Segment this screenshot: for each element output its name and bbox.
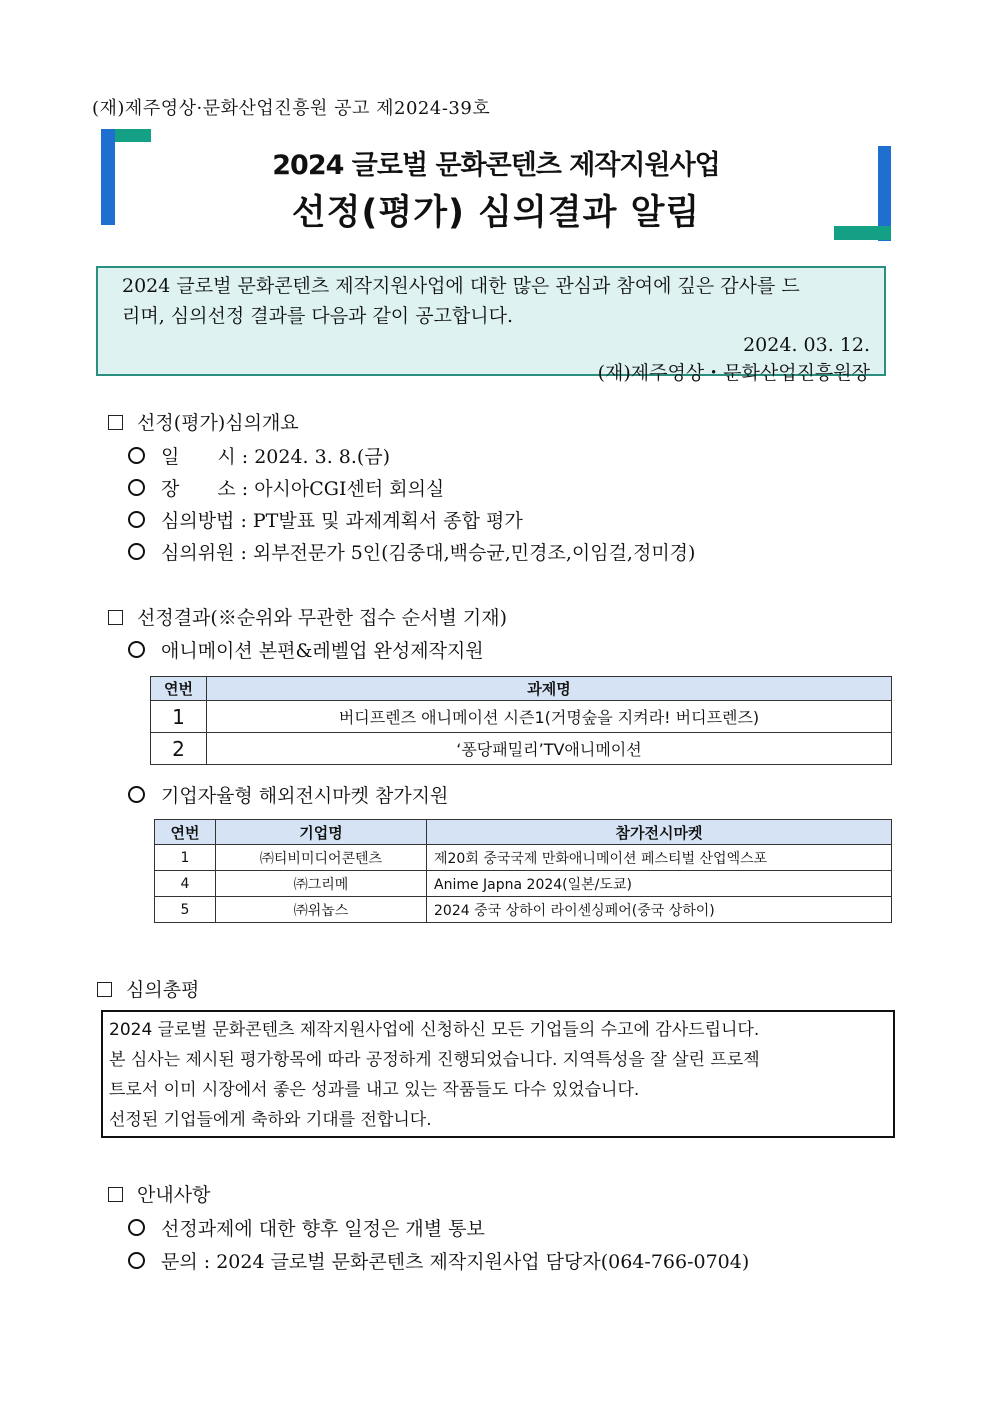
table-header: 기업명 — [216, 820, 427, 845]
review-section-heading: 심의총평 — [97, 975, 199, 1002]
table-row — [155, 845, 892, 871]
market-results-table — [154, 819, 892, 923]
row-number: 1 — [155, 845, 216, 871]
company-name: ㈜그리메 — [216, 871, 427, 897]
checkbox-square-icon — [108, 1187, 123, 1202]
overview-item: 심의방법 : PT발표 및 과제계획서 종합 평가 — [128, 506, 523, 533]
row-number: 2 — [151, 733, 207, 765]
checkbox-square-icon — [108, 415, 123, 430]
circle-bullet-icon — [128, 1219, 145, 1236]
circle-bullet-icon — [128, 786, 145, 803]
intro-line1: 2024 글로벌 문화콘텐츠 제작지원사업에 대한 많은 관심과 참여에 깊은 감사를 드 — [122, 275, 800, 297]
table-row — [151, 701, 892, 733]
intro-signature: (재)제주영상・문화산업진흥원장 — [597, 362, 870, 384]
review-line: 선정된 기업들에게 축하와 기대를 전합니다. — [109, 1110, 432, 1130]
table-row — [151, 733, 892, 765]
checkbox-square-icon — [108, 610, 123, 625]
notice-number: (재)제주영상·문화산업진흥원 공고 제2024-39호 — [92, 98, 491, 119]
overview-item: 장 소 : 아시아CGI센터 회의실 — [128, 474, 444, 501]
page-title-line1: 2024 글로벌 문화콘텐츠 제작지원사업 — [272, 150, 720, 181]
overview-item: 심의위원 : 외부전문가 5인(김중대,백승균,민경조,이임걸,정미경) — [128, 538, 695, 565]
guide-item: 문의 : 2024 글로벌 문화콘텐츠 제작지원사업 담당자(064-766-0704) — [128, 1247, 749, 1274]
results-section-heading: 선정결과(※순위와 무관한 접수 순서별 기재) — [108, 603, 507, 630]
table-row — [155, 897, 892, 923]
circle-bullet-icon — [128, 641, 145, 658]
row-number: 1 — [151, 701, 207, 733]
market-name: Anime Japna 2024(일본/도쿄) — [427, 871, 892, 897]
page-title-line2: 선정(평가) 심의결과 알림 — [291, 193, 701, 233]
review-line: 2024 글로벌 문화콘텐츠 제작지원사업에 신청하신 모든 기업들의 수고에 감사드립니다. — [109, 1020, 760, 1040]
company-name: ㈜티비미디어콘텐츠 — [216, 845, 427, 871]
circle-bullet-icon — [128, 511, 145, 528]
guide-item: 선정과제에 대한 향후 일정은 개별 통보 — [128, 1214, 485, 1241]
market-support-label: 기업자율형 해외전시마켓 참가지원 — [128, 781, 448, 808]
review-line: 트로서 이미 시장에서 좋은 성과를 내고 있는 작품들도 다수 있었습니다. — [109, 1080, 640, 1100]
circle-bullet-icon — [128, 479, 145, 496]
review-line: 본 심사는 제시된 평가항목에 따라 공정하게 진행되었습니다. 지역특성을 잘 살린 프로젝 — [109, 1050, 760, 1070]
guide-section-heading: 안내사항 — [108, 1180, 210, 1207]
table-row — [155, 871, 892, 897]
circle-bullet-icon — [128, 1252, 145, 1269]
row-number: 4 — [155, 871, 216, 897]
circle-bullet-icon — [128, 447, 145, 464]
circle-bullet-icon — [128, 543, 145, 560]
table-header: 연번 — [151, 677, 207, 701]
market-name: 2024 중국 상하이 라이센싱페어(중국 상하이) — [427, 897, 892, 923]
review-box — [101, 1010, 895, 1138]
market-name: 제20회 중국국제 만화애니메이션 페스티벌 산업엑스포 — [427, 845, 892, 871]
table-header: 참가전시마켓 — [427, 820, 892, 845]
project-name: 버디프렌즈 애니메이션 시즌1(거명숲을 지켜라! 버디프렌즈) — [207, 701, 892, 733]
intro-box — [96, 266, 886, 384]
row-number: 5 — [155, 897, 216, 923]
table-header: 과제명 — [207, 677, 892, 701]
animation-results-table — [150, 676, 892, 765]
overview-item: 일 시 : 2024. 3. 8.(금) — [128, 442, 390, 469]
animation-support-label: 애니메이션 본편&레벨업 완성제작지원 — [128, 636, 484, 663]
overview-section-heading: 선정(평가)심의개요 — [108, 408, 299, 435]
intro-date: 2024. 03. 12. — [743, 334, 870, 356]
project-name: ‘퐁당패밀리’TV애니메이션 — [207, 733, 892, 765]
intro-line2: 리며, 심의선정 결과를 다음과 같이 공고합니다. — [122, 305, 514, 327]
checkbox-square-icon — [97, 982, 112, 997]
table-header: 연번 — [155, 820, 216, 845]
company-name: ㈜위놉스 — [216, 897, 427, 923]
